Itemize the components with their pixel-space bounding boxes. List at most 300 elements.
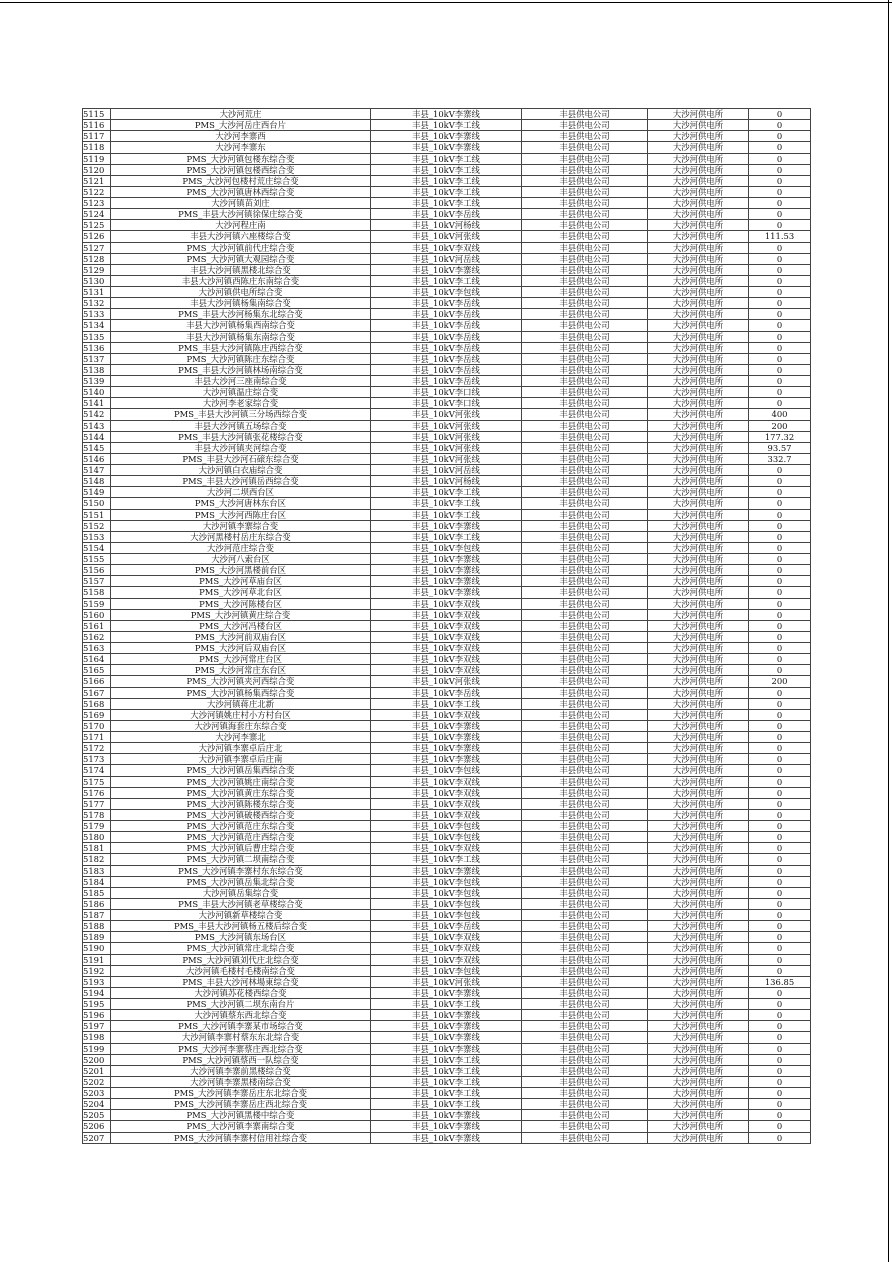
row-number: 5184 <box>83 876 111 887</box>
capacity-value: 200 <box>749 676 811 687</box>
capacity-value: 0 <box>749 898 811 909</box>
feeder-line: 丰县_10kV李双线 <box>371 609 522 620</box>
table-row <box>83 542 811 553</box>
table-row <box>83 420 811 431</box>
table-row <box>83 609 811 620</box>
company: 丰县供电公司 <box>522 743 648 754</box>
feeder-line: 丰县_10kV李双线 <box>371 787 522 798</box>
feeder-line: 丰县_10kV李包线 <box>371 821 522 832</box>
row-number: 5138 <box>83 364 111 375</box>
station: 大沙河供电所 <box>648 1043 749 1054</box>
company: 丰县供电公司 <box>522 175 648 186</box>
capacity-value: 0 <box>749 264 811 275</box>
row-number: 5154 <box>83 542 111 553</box>
capacity-value: 0 <box>749 554 811 565</box>
row-number: 5168 <box>83 698 111 709</box>
row-number: 5187 <box>83 910 111 921</box>
capacity-value: 0 <box>749 331 811 342</box>
feeder-line: 丰县_10kV李双线 <box>371 709 522 720</box>
company: 丰县供电公司 <box>522 186 648 197</box>
feeder-line: 丰县_10kV李口线 <box>371 387 522 398</box>
company: 丰县供电公司 <box>522 264 648 275</box>
company: 丰县供电公司 <box>522 898 648 909</box>
feeder-line: 丰县_10kV李寨线 <box>371 587 522 598</box>
feeder-line: 丰县_10kV李寨线 <box>371 743 522 754</box>
feeder-line: 丰县_10kV河杨线 <box>371 476 522 487</box>
capacity-value: 0 <box>749 476 811 487</box>
row-number: 5118 <box>83 142 111 153</box>
feeder-line: 丰县_10kV李双线 <box>371 665 522 676</box>
row-number: 5204 <box>83 1099 111 1110</box>
transformer-name: PMS_大沙河冯楼台区 <box>111 620 371 631</box>
feeder-line: 丰县_10kV河张线 <box>371 453 522 464</box>
station: 大沙河供电所 <box>648 520 749 531</box>
station: 大沙河供电所 <box>648 409 749 420</box>
company: 丰县供电公司 <box>522 954 648 965</box>
row-number: 5206 <box>83 1121 111 1132</box>
feeder-line: 丰县_10kV李岳线 <box>371 921 522 932</box>
row-number: 5179 <box>83 821 111 832</box>
feeder-line: 丰县_10kV李双线 <box>371 776 522 787</box>
capacity-value: 0 <box>749 631 811 642</box>
station: 大沙河供电所 <box>648 186 749 197</box>
feeder-line: 丰县_10kV李双线 <box>371 843 522 854</box>
row-number: 5201 <box>83 1065 111 1076</box>
feeder-line: 丰县_10kV李包线 <box>371 287 522 298</box>
transformer-name: PMS_大沙河镇岳集西综合变 <box>111 765 371 776</box>
transformer-name: PMS_大沙河镇范庄东综合变 <box>111 821 371 832</box>
feeder-line: 丰县_10kV李工线 <box>371 1076 522 1087</box>
transformer-name: PMS_大沙河镇黄庄综合变 <box>111 609 371 620</box>
table-row <box>83 109 811 120</box>
capacity-value: 0 <box>749 1099 811 1110</box>
feeder-line: 丰县_10kV李双线 <box>371 932 522 943</box>
table-row <box>83 287 811 298</box>
row-number: 5162 <box>83 631 111 642</box>
table-row <box>83 654 811 665</box>
station: 大沙河供电所 <box>648 109 749 120</box>
company: 丰县供电公司 <box>522 253 648 264</box>
station: 大沙河供电所 <box>648 331 749 342</box>
feeder-line: 丰县_10kV李寨线 <box>371 754 522 765</box>
table-row <box>83 175 811 186</box>
table-row <box>83 687 811 698</box>
capacity-value: 0 <box>749 186 811 197</box>
station: 大沙河供电所 <box>648 887 749 898</box>
feeder-line: 丰县_10kV李寨线 <box>371 554 522 565</box>
capacity-value: 0 <box>749 965 811 976</box>
transformer-name: PMS_大沙河镇破楼西综合变 <box>111 809 371 820</box>
capacity-value: 0 <box>749 142 811 153</box>
transformer-name: 大沙河镇苗刘庄 <box>111 198 371 209</box>
row-number: 5136 <box>83 342 111 353</box>
capacity-value: 111.53 <box>749 231 811 242</box>
table-row <box>83 921 811 932</box>
capacity-value: 0 <box>749 342 811 353</box>
company: 丰县供电公司 <box>522 887 648 898</box>
transformer-name: PMS_大沙河镇黑楼中综合变 <box>111 1110 371 1121</box>
table-row <box>83 465 811 476</box>
feeder-line: 丰县_10kV李包线 <box>371 910 522 921</box>
station: 大沙河供电所 <box>648 487 749 498</box>
company: 丰县供电公司 <box>522 120 648 131</box>
capacity-value: 0 <box>749 987 811 998</box>
row-number: 5143 <box>83 420 111 431</box>
transformer-name: 大沙河镇海套庄东综合变 <box>111 720 371 731</box>
capacity-value: 0 <box>749 520 811 531</box>
station: 大沙河供电所 <box>648 787 749 798</box>
company: 丰县供电公司 <box>522 409 648 420</box>
transformer-name: PMS_大沙河镇后曹庄综合变 <box>111 843 371 854</box>
company: 丰县供电公司 <box>522 687 648 698</box>
company: 丰县供电公司 <box>522 620 648 631</box>
transformer-name: 丰县大沙河镇西陈庄东南综合变 <box>111 275 371 286</box>
station: 大沙河供电所 <box>648 732 749 743</box>
feeder-line: 丰县_10kV李双线 <box>371 620 522 631</box>
feeder-line: 丰县_10kV李寨线 <box>371 1110 522 1121</box>
table-row <box>83 887 811 898</box>
station: 大沙河供电所 <box>648 720 749 731</box>
row-number: 5135 <box>83 331 111 342</box>
station: 大沙河供电所 <box>648 531 749 542</box>
capacity-value: 0 <box>749 209 811 220</box>
company: 丰县供电公司 <box>522 309 648 320</box>
company: 丰县供电公司 <box>522 554 648 565</box>
transformer-name: PMS_大沙河前双庙台区 <box>111 631 371 642</box>
company: 丰县供电公司 <box>522 487 648 498</box>
table-body <box>83 109 811 1144</box>
transformer-name: PMS_大沙河草庙台区 <box>111 576 371 587</box>
company: 丰县供电公司 <box>522 331 648 342</box>
capacity-value: 0 <box>749 809 811 820</box>
capacity-value: 0 <box>749 876 811 887</box>
table-row <box>83 1121 811 1132</box>
capacity-value: 200 <box>749 420 811 431</box>
table-row <box>83 643 811 654</box>
station: 大沙河供电所 <box>648 687 749 698</box>
station: 大沙河供电所 <box>648 453 749 464</box>
station: 大沙河供电所 <box>648 965 749 976</box>
capacity-value: 0 <box>749 565 811 576</box>
transformer-name: PMS_大沙河常庄台区 <box>111 654 371 665</box>
capacity-value: 0 <box>749 1076 811 1087</box>
capacity-value: 0 <box>749 620 811 631</box>
transformer-name: 丰县大沙河镇杨集东南综合变 <box>111 331 371 342</box>
capacity-table <box>82 108 811 1144</box>
capacity-value: 0 <box>749 832 811 843</box>
transformer-name: PMS_大沙河常庄东台区 <box>111 665 371 676</box>
station: 大沙河供电所 <box>648 242 749 253</box>
station: 大沙河供电所 <box>648 175 749 186</box>
station: 大沙河供电所 <box>648 1099 749 1110</box>
row-number: 5166 <box>83 676 111 687</box>
capacity-value: 0 <box>749 999 811 1010</box>
company: 丰县供电公司 <box>522 453 648 464</box>
feeder-line: 丰县_10kV李包线 <box>371 887 522 898</box>
company: 丰县供电公司 <box>522 498 648 509</box>
row-number: 5157 <box>83 576 111 587</box>
company: 丰县供电公司 <box>522 465 648 476</box>
table-row <box>83 620 811 631</box>
station: 大沙河供电所 <box>648 832 749 843</box>
company: 丰县供电公司 <box>522 509 648 520</box>
company: 丰县供电公司 <box>522 1099 648 1110</box>
transformer-name: 大沙河镇李寨卓后庄南 <box>111 754 371 765</box>
capacity-value: 0 <box>749 910 811 921</box>
transformer-name: PMS_丰县大沙河林場東综合变 <box>111 976 371 987</box>
table-row <box>83 865 811 876</box>
transformer-name: 丰县大沙河镇杨集南综合变 <box>111 298 371 309</box>
capacity-value: 0 <box>749 943 811 954</box>
station: 大沙河供电所 <box>648 364 749 375</box>
transformer-name: PMS_大沙河镇大观园综合变 <box>111 253 371 264</box>
station: 大沙河供电所 <box>648 198 749 209</box>
station: 大沙河供电所 <box>648 987 749 998</box>
transformer-name: PMS_丰县大沙河镇张花楼综合变 <box>111 431 371 442</box>
table-row <box>83 487 811 498</box>
table-row <box>83 120 811 131</box>
transformer-name: PMS_大沙河草北台区 <box>111 587 371 598</box>
station: 大沙河供电所 <box>648 1010 749 1021</box>
row-number: 5153 <box>83 531 111 542</box>
feeder-line: 丰县_10kV李双线 <box>371 643 522 654</box>
station: 大沙河供电所 <box>648 776 749 787</box>
station: 大沙河供电所 <box>648 442 749 453</box>
feeder-line: 丰县_10kV李岳线 <box>371 342 522 353</box>
station: 大沙河供电所 <box>648 1076 749 1087</box>
transformer-name: 丰县大沙河镇杨集西南综合变 <box>111 320 371 331</box>
row-number: 5197 <box>83 1021 111 1032</box>
table-row <box>83 876 811 887</box>
row-number: 5137 <box>83 353 111 364</box>
table-row <box>83 587 811 598</box>
transformer-name: 大沙河镇李寨综合变 <box>111 520 371 531</box>
company: 丰县供电公司 <box>522 943 648 954</box>
station: 大沙河供电所 <box>648 587 749 598</box>
row-number: 5180 <box>83 832 111 843</box>
capacity-value: 0 <box>749 376 811 387</box>
feeder-line: 丰县_10kV李工线 <box>371 498 522 509</box>
row-number: 5185 <box>83 887 111 898</box>
station: 大沙河供电所 <box>648 153 749 164</box>
row-number: 5192 <box>83 965 111 976</box>
capacity-value: 0 <box>749 1043 811 1054</box>
company: 丰县供电公司 <box>522 1121 648 1132</box>
capacity-value: 0 <box>749 1010 811 1021</box>
company: 丰县供电公司 <box>522 910 648 921</box>
table-row <box>83 898 811 909</box>
capacity-value: 0 <box>749 598 811 609</box>
feeder-line: 丰县_10kV李双线 <box>371 598 522 609</box>
company: 丰县供电公司 <box>522 420 648 431</box>
company: 丰县供电公司 <box>522 1110 648 1121</box>
table-row <box>83 787 811 798</box>
capacity-value: 0 <box>749 709 811 720</box>
feeder-line: 丰县_10kV李口线 <box>371 398 522 409</box>
transformer-name: PMS_大沙河镇范庄西综合变 <box>111 832 371 843</box>
station: 大沙河供电所 <box>648 631 749 642</box>
row-number: 5115 <box>83 109 111 120</box>
company: 丰县供电公司 <box>522 987 648 998</box>
capacity-value: 0 <box>749 353 811 364</box>
transformer-name: 大沙河镇毛楼村毛楼南综合变 <box>111 965 371 976</box>
capacity-value: 0 <box>749 242 811 253</box>
station: 大沙河供电所 <box>648 643 749 654</box>
capacity-value: 0 <box>749 1088 811 1099</box>
station: 大沙河供电所 <box>648 999 749 1010</box>
row-number: 5167 <box>83 687 111 698</box>
row-number: 5202 <box>83 1076 111 1087</box>
row-number: 5169 <box>83 709 111 720</box>
table-row <box>83 242 811 253</box>
feeder-line: 丰县_10kV李双线 <box>371 631 522 642</box>
capacity-value: 0 <box>749 131 811 142</box>
company: 丰县供电公司 <box>522 364 648 375</box>
transformer-name: 大沙河镇蒋庄北新 <box>111 698 371 709</box>
company: 丰县供电公司 <box>522 654 648 665</box>
table-row <box>83 442 811 453</box>
station: 大沙河供电所 <box>648 353 749 364</box>
transformer-name: 丰县大沙河镇六座楼综合变 <box>111 231 371 242</box>
station: 大沙河供电所 <box>648 231 749 242</box>
table-row <box>83 631 811 642</box>
table-row <box>83 331 811 342</box>
company: 丰县供电公司 <box>522 643 648 654</box>
feeder-line: 丰县_10kV河张线 <box>371 420 522 431</box>
company: 丰县供电公司 <box>522 576 648 587</box>
table-row <box>83 376 811 387</box>
table-row <box>83 164 811 175</box>
table-row <box>83 364 811 375</box>
capacity-value: 0 <box>749 776 811 787</box>
table-row <box>83 209 811 220</box>
transformer-name: PMS_大沙河后双庙台区 <box>111 643 371 654</box>
row-number: 5126 <box>83 231 111 242</box>
capacity-value: 0 <box>749 153 811 164</box>
feeder-line: 丰县_10kV李工线 <box>371 198 522 209</box>
row-number: 5165 <box>83 665 111 676</box>
transformer-name: PMS_大沙河唐林东台区 <box>111 498 371 509</box>
feeder-line: 丰县_10kV河张线 <box>371 442 522 453</box>
capacity-value: 0 <box>749 754 811 765</box>
transformer-name: 大沙河黑楼村岳庄东综合变 <box>111 531 371 542</box>
feeder-line: 丰县_10kV李包线 <box>371 876 522 887</box>
company: 丰县供电公司 <box>522 131 648 142</box>
row-number: 5178 <box>83 809 111 820</box>
row-number: 5144 <box>83 431 111 442</box>
transformer-name: 大沙河荒庄 <box>111 109 371 120</box>
transformer-name: 大沙河镇李寨村蔡东东北综合变 <box>111 1032 371 1043</box>
station: 大沙河供电所 <box>648 465 749 476</box>
transformer-name: PMS_大沙河镇岳集北综合变 <box>111 876 371 887</box>
row-number: 5177 <box>83 798 111 809</box>
company: 丰县供电公司 <box>522 921 648 932</box>
feeder-line: 丰县_10kV李岳线 <box>371 298 522 309</box>
capacity-value: 0 <box>749 865 811 876</box>
row-number: 5158 <box>83 587 111 598</box>
station: 大沙河供电所 <box>648 420 749 431</box>
row-number: 5207 <box>83 1132 111 1143</box>
company: 丰县供电公司 <box>522 1076 648 1087</box>
station: 大沙河供电所 <box>648 809 749 820</box>
capacity-value: 332.7 <box>749 453 811 464</box>
row-number: 5194 <box>83 987 111 998</box>
company: 丰县供电公司 <box>522 231 648 242</box>
row-number: 5174 <box>83 765 111 776</box>
station: 大沙河供电所 <box>648 1121 749 1132</box>
feeder-line: 丰县_10kV李岳线 <box>371 353 522 364</box>
station: 大沙河供电所 <box>648 754 749 765</box>
table-row <box>83 854 811 865</box>
table-row <box>83 131 811 142</box>
station: 大沙河供电所 <box>648 565 749 576</box>
capacity-value: 0 <box>749 587 811 598</box>
row-number: 5189 <box>83 932 111 943</box>
feeder-line: 丰县_10kV李寨线 <box>371 576 522 587</box>
row-number: 5163 <box>83 643 111 654</box>
capacity-value: 0 <box>749 665 811 676</box>
transformer-name: 大沙河李寨北 <box>111 732 371 743</box>
table-row <box>83 220 811 231</box>
company: 丰县供电公司 <box>522 198 648 209</box>
transformer-name: 大沙河镇蔡东西北综合变 <box>111 1010 371 1021</box>
transformer-name: 大沙河程庄南 <box>111 220 371 231</box>
table-row <box>83 186 811 197</box>
feeder-line: 丰县_10kV李双线 <box>371 809 522 820</box>
table-row <box>83 153 811 164</box>
row-number: 5188 <box>83 921 111 932</box>
feeder-line: 丰县_10kV李工线 <box>371 1088 522 1099</box>
feeder-line: 丰县_10kV李包线 <box>371 765 522 776</box>
feeder-line: 丰县_10kV李寨线 <box>371 1021 522 1032</box>
station: 大沙河供电所 <box>648 398 749 409</box>
row-number: 5196 <box>83 1010 111 1021</box>
station: 大沙河供电所 <box>648 676 749 687</box>
capacity-value: 0 <box>749 220 811 231</box>
station: 大沙河供电所 <box>648 854 749 865</box>
table-row <box>83 932 811 943</box>
row-number: 5124 <box>83 209 111 220</box>
feeder-line: 丰县_10kV河杨线 <box>371 220 522 231</box>
table-row <box>83 1065 811 1076</box>
company: 丰县供电公司 <box>522 965 648 976</box>
feeder-line: 丰县_10kV李寨线 <box>371 520 522 531</box>
company: 丰县供电公司 <box>522 376 648 387</box>
capacity-value: 0 <box>749 720 811 731</box>
capacity-value: 0 <box>749 743 811 754</box>
feeder-line: 丰县_10kV李寨线 <box>371 109 522 120</box>
row-number: 5193 <box>83 976 111 987</box>
feeder-line: 丰县_10kV李工线 <box>371 175 522 186</box>
table-row <box>83 320 811 331</box>
transformer-name: PMS_丰县大沙河镇杨五楼后综合变 <box>111 921 371 932</box>
station: 大沙河供电所 <box>648 943 749 954</box>
company: 丰县供电公司 <box>522 542 648 553</box>
capacity-value: 0 <box>749 643 811 654</box>
company: 丰县供电公司 <box>522 1032 648 1043</box>
transformer-name: PMS_大沙河镇夹河西综合变 <box>111 676 371 687</box>
table-row <box>83 1110 811 1121</box>
transformer-name: 大沙河范庄综合变 <box>111 542 371 553</box>
transformer-name: PMS_大沙河镇东场台区 <box>111 932 371 943</box>
table-row <box>83 453 811 464</box>
company: 丰县供电公司 <box>522 531 648 542</box>
capacity-value: 0 <box>749 687 811 698</box>
capacity-value: 136.85 <box>749 976 811 987</box>
table-row <box>83 231 811 242</box>
station: 大沙河供电所 <box>648 1110 749 1121</box>
row-number: 5120 <box>83 164 111 175</box>
